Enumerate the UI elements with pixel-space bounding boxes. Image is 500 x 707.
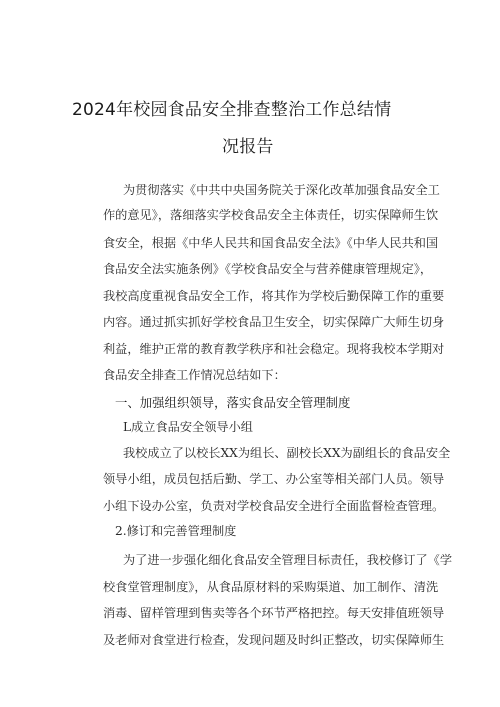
intro-line: 食品安全法实施条例》《学校食品安全与营养健康管理规定》， <box>103 262 433 276</box>
sub2-line: 为了进一步强化细化食品安全管理目标责任，我校修订了《学 <box>123 553 453 567</box>
document-title-line2: 况报告 <box>222 137 274 157</box>
sub2-line: 校食堂管理制度》，从食品原材料的采购渠道、加工制作、清洗 <box>103 580 439 594</box>
intro-line: 内容。通过抓实抓好学校食品卫生安全，切实保障广大师生切身 <box>103 315 445 329</box>
section1-heading: 一、加强组织领导，落实食品安全管理制度 <box>115 395 351 410</box>
intro-line: 利益，维护正常的教育教学秩序和社会稳定。现将我校本学期对 <box>103 342 445 356</box>
sub1-line: 领导小组，成员包括后勤、学工、办公室等相关部门人员。领导 <box>103 472 445 486</box>
sub1-heading: L成立食品安全领导小组 <box>123 420 253 434</box>
intro-line: 我校高度重视食品安全工作，将其作为学校后勤保障工作的重要 <box>103 289 445 303</box>
document-title-line1: 2024年校园食品安全排查整治工作总结情 <box>72 100 392 120</box>
intro-line: 食安全，根据《中华人民共和国食品安全法》《中华人民共和国 <box>103 236 439 250</box>
sub2-line: 及老师对食堂进行检查，发现问题及时纠正整改，切实保障师生 <box>103 633 445 647</box>
intro-line: 为贯彻落实《中共中央国务院关于深化改革加强食品安全工 <box>123 183 440 197</box>
sub1-line: 小组下设办公室，负责对学校食品安全进行全面监督检查管理。 <box>103 499 445 513</box>
sub2-line: 消毒、留样管理到售卖等各个环节严格把控。每天安排值班领导 <box>103 606 445 620</box>
sub1-line: 我校成立了以校长XX为组长、副校长XX为副组长的食品安全 <box>123 446 451 460</box>
sub2-heading: 2.修订和完善管理制度 <box>115 524 237 538</box>
intro-line: 食品安全排查工作情况总结如下： <box>103 368 286 382</box>
intro-line: 作的意见》，落细落实学校食品安全主体责任，切实保障师生饮 <box>103 208 439 222</box>
